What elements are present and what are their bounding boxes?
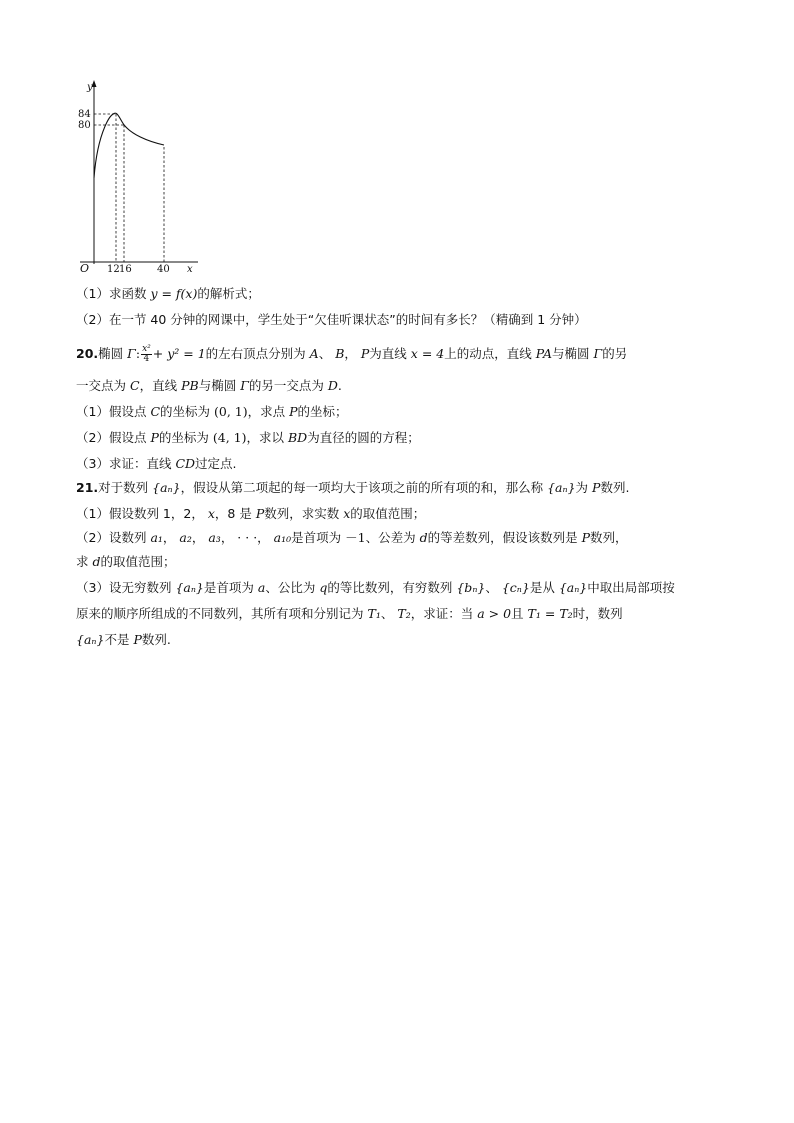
- q20-part2: （2）假设点 P的坐标为 (4, 1)，求以 BD为直径的圆的方程；: [76, 430, 420, 445]
- q20-part3: （3）求证：直线 CD过定点.: [76, 456, 237, 471]
- q21-part3-cont1: 原来的顺序所组成的不同数列，其所有项和分别记为 T₁、 T₂，求证：当 a > 0且 T₁ = T₂时，数列: [76, 606, 623, 621]
- q19-part2: （2）在一节 40 分钟的网课中，学生处于“欠佳听课状态”的时间有多长？（精确到 1 分钟）: [76, 312, 587, 327]
- q21-part3: （3）设无穷数列 {aₙ}是首项为 a、公比为 q的等比数列，有穷数列 {bₙ}、 {cₙ}是从 {aₙ}中取出局部项按: [76, 580, 675, 595]
- x-axis-label: x: [187, 264, 193, 275]
- x-tick-40: 40: [157, 264, 170, 275]
- math-y-eq-fx: y = f(x): [150, 286, 198, 301]
- q20-part1: （1）假设点 C的坐标为 (0, 1)，求点 P的坐标；: [76, 404, 348, 419]
- y-tick-84: 84: [78, 109, 91, 120]
- fraction-x2-over-4: $\frac{\text{x²}}{4}$: [142, 344, 151, 364]
- x-tick-16: 16: [119, 264, 132, 275]
- q21-part2: （2）设数列 a₁， a₂， a₃， · · ·， a₁₀是首项为 －1、公差为 d的等差数列，假设该数列是 P数列，: [76, 530, 628, 545]
- q21-line1: 21.对于数列 {aₙ}，假设从第二项起的每一项均大于该项之前的所有项的和，那么称 {aₙ}为 P数列.: [76, 480, 630, 495]
- q21-part3-cont2: {aₙ}不是 P数列.: [76, 632, 171, 647]
- q21-part1: （1）假设数列 1，2， x，8 是 P数列，求实数 x的取值范围；: [76, 506, 426, 521]
- function-graph: [74, 76, 204, 276]
- function-curve: [94, 113, 164, 178]
- q21-part2-cont: 求 d的取值范围；: [76, 554, 176, 569]
- y-axis-label: y: [87, 82, 93, 93]
- q19-part1: （1）求函数 y = f(x)的解析式；: [76, 286, 260, 301]
- q20-line1: 20.椭圆 Γ: $\frac{\text{x²}}{4}$ + y² = 1的左右顶点分别为 A、 B， P为直线 x = 4上的动点，直线 PA与椭圆 Γ的另: [76, 344, 628, 364]
- y-tick-80: 80: [78, 120, 91, 131]
- x-tick-12: 12: [107, 264, 120, 275]
- q20-line2: 一交点为 C，直线 PB与椭圆 Γ的另一交点为 D.: [76, 378, 342, 393]
- origin-label: O: [80, 262, 90, 275]
